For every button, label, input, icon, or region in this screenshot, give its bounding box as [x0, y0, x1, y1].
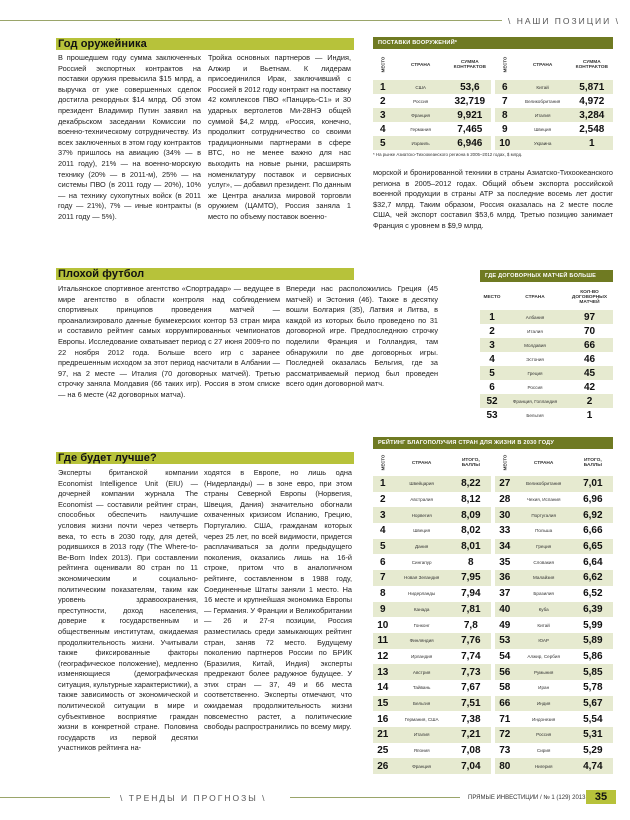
section-label: \ НАШИ ПОЗИЦИИ \	[508, 15, 620, 26]
place-cell: 2	[380, 494, 386, 506]
value-cell: 8,01	[451, 539, 491, 555]
place-cell: 9	[373, 602, 393, 618]
table-row	[480, 310, 613, 324]
place-cell: 1	[373, 476, 393, 492]
place-cell: 7	[502, 95, 508, 107]
table-row	[495, 507, 613, 523]
table-row	[373, 570, 491, 586]
place-cell: 5	[373, 136, 393, 150]
value-cell: 5,67	[573, 696, 613, 712]
value-cell: 6,65	[573, 539, 613, 555]
header-country: СТРАНА	[525, 294, 545, 300]
table-row	[373, 476, 491, 492]
country-cell: Сирия	[536, 748, 551, 754]
table-row	[495, 664, 613, 680]
value-cell: 5,29	[583, 745, 603, 757]
table-row	[373, 507, 491, 523]
place-cell: 28	[499, 494, 511, 506]
table-row	[373, 727, 491, 743]
country-cell: Финляндия	[393, 633, 451, 649]
place-cell: 9	[502, 123, 508, 135]
place-cell: 30	[495, 507, 515, 523]
table-row	[373, 492, 491, 508]
value-cell: 7,74	[461, 650, 481, 662]
header-place: МЕСТО	[483, 294, 501, 300]
country-cell: Дания	[393, 539, 451, 555]
table-row	[495, 136, 613, 150]
value-cell: 7,94	[461, 588, 481, 600]
place-cell: 72	[495, 727, 515, 743]
country-cell: Великобритания	[515, 476, 573, 492]
table-row	[495, 539, 613, 555]
header-sum: СУММА КОНТРАКТОВ	[575, 60, 608, 70]
value-cell: 7,51	[451, 696, 491, 712]
country-cell: ЮАР	[515, 633, 573, 649]
place-cell: 1	[373, 80, 393, 94]
value-cell: 6,39	[573, 602, 613, 618]
header-place: МЕСТО	[502, 454, 508, 471]
place-cell: 49	[499, 619, 511, 631]
value-cell: 6,66	[583, 525, 603, 537]
fixed-matches-table-title: ГДЕ ДОГОВОРНЫХ МАТЧЕЙ БОЛЬШЕ	[480, 270, 613, 282]
value-cell: 6,96	[583, 494, 603, 506]
country-cell: Гонконг	[413, 622, 430, 628]
country-cell: Чехия, Испания	[526, 497, 561, 503]
header-place: МЕСТО	[502, 56, 508, 73]
place-cell: 1	[480, 310, 504, 324]
value-cell: 6,92	[573, 507, 613, 523]
place-cell: 3	[373, 108, 393, 122]
place-cell: 6	[489, 381, 495, 393]
place-cell: 33	[499, 525, 511, 537]
country-cell: Италия	[515, 108, 571, 122]
country-cell: Великобритания	[525, 98, 561, 104]
table-row	[373, 80, 491, 94]
country-cell: Куба	[515, 602, 573, 618]
place-cell: 58	[499, 682, 511, 694]
country-cell: Россия	[527, 384, 543, 390]
place-cell: 71	[499, 713, 511, 725]
value-cell: 7,67	[461, 682, 481, 694]
header-country: СТРАНА	[532, 62, 553, 68]
country-cell: Польша	[535, 528, 553, 534]
place-cell: 40	[495, 602, 515, 618]
table-row	[495, 696, 613, 712]
value-cell: 8	[468, 556, 474, 568]
country-cell: Украина	[515, 136, 571, 150]
country-cell: Бразилия	[533, 591, 554, 597]
place-cell: 4	[489, 353, 495, 365]
value-cell: 7,08	[461, 745, 481, 757]
wellbeing-table-title: РЕЙТИНГ БЛАГОПОЛУЧИЯ СТРАН ДЛЯ ЖИЗНИ В 2030 ГОДУ	[373, 437, 613, 449]
value-cell: 5,85	[573, 664, 613, 680]
page-number: 35	[586, 790, 616, 804]
section2-column-2: Впереди нас расположились Греция (45 матчей) и Эстония (46). Также в десятку вошли Болгария (35), Латвия и Литва, в каждой из которых было проведено по 31 договорной игре. Предпоследнюю строчку поделили Франция и Голландия, там обнаружили по две договорных игры. Последней оказалась Бельгия, где за рассматриваемый период был проведен всего один договорной матч.	[286, 284, 438, 389]
country-cell: Индонезия	[532, 716, 556, 722]
table-row	[495, 554, 613, 570]
section1-column-3: морской и бронированной техники в страны Азиатско-Тихоокеанского региона в 2005–2012 годах. Общий объем экспорта российской военной продукции в страны АТР за последние восемь лет достиг $32,7 млрд. Таким образом, Россия оказалась на 2 месте после США, чей экспорт составил $53,6 млрд. Третью позицию занимает Франция с уровнем в $9,9 млрд.	[373, 168, 613, 230]
country-cell: Италия	[393, 727, 451, 743]
table-row	[495, 680, 613, 696]
place-cell: 36	[495, 570, 515, 586]
place-cell: 56	[495, 664, 515, 680]
value-cell: 7,04	[451, 758, 491, 774]
place-cell: 6	[495, 80, 515, 94]
place-cell: 54	[499, 650, 511, 662]
place-cell: 3	[373, 507, 393, 523]
value-cell: 53,6	[449, 80, 491, 94]
header-country: СТРАНА	[410, 62, 431, 68]
country-cell: Швеция	[413, 528, 431, 534]
table-row	[373, 633, 491, 649]
table-row	[495, 602, 613, 618]
header-count: КОЛ-ВО ДОГОВОРНЫХ МАТЧЕЙ	[571, 289, 608, 305]
table-row	[480, 352, 613, 366]
country-cell: Греция	[504, 366, 566, 380]
table-row	[495, 649, 613, 665]
country-cell: Индия	[515, 696, 573, 712]
place-cell: 26	[373, 758, 393, 774]
table-row	[373, 711, 491, 727]
table-row	[495, 711, 613, 727]
value-cell: 7,8	[463, 619, 478, 631]
table-row	[373, 122, 491, 136]
table-row	[373, 94, 491, 108]
place-cell: 4	[380, 525, 386, 537]
table-row	[373, 586, 491, 602]
header-place: МЕСТО	[380, 454, 386, 471]
place-cell: 7	[373, 570, 393, 586]
table-row	[495, 523, 613, 539]
value-cell: 4,972	[579, 95, 605, 107]
country-cell: Китай	[515, 80, 571, 94]
table-row	[480, 380, 613, 394]
value-cell: 8,22	[451, 476, 491, 492]
table-row	[495, 80, 613, 94]
country-cell: Португалия	[515, 507, 573, 523]
country-cell: Эстония	[526, 356, 544, 362]
table-row	[495, 633, 613, 649]
wellbeing-table-left	[373, 450, 491, 774]
table-row	[495, 727, 613, 743]
table-row	[495, 758, 613, 774]
value-cell: 7,01	[573, 476, 613, 492]
value-cell: 8,09	[451, 507, 491, 523]
section1-column-1: В прошедшем году сумма заключенных Россией экспортных контрактов на поставки оружия превысила $15 млрд, а выручка от уже совершенных сделок достигла рекордных $14 млрд. Об этом президент Владимир Путин заявил на декабрьском заседании Комиссии по военно-техническому сотрудничеству. Из всех заключенных в этом году контрактов 37% пришлось на авиацию (34% — в 2011 году), 21% — на военно-морскую технику (20% — в 2011-м), 25% — на системы ПВО (в 2011 году — 20%), 10% — на технику сухопутных войск (в 2011 году — 21%), 7% — иные контракты (в 2011 году — 5%).	[58, 53, 201, 221]
country-cell: Франция	[393, 758, 451, 774]
country-cell: Япония	[413, 748, 430, 754]
table-row	[373, 696, 491, 712]
value-cell: 8,12	[461, 494, 481, 506]
place-cell: 5	[373, 539, 393, 555]
value-cell: 5,31	[573, 727, 613, 743]
table-row	[373, 664, 491, 680]
country-cell: Австралия	[410, 497, 433, 503]
value-cell: 32,719	[454, 95, 486, 107]
value-cell: 6,946	[449, 136, 491, 150]
header-score: ИТОГО, БАЛЛЫ	[583, 458, 602, 468]
place-cell: 8	[495, 108, 515, 122]
place-cell: 73	[499, 745, 511, 757]
country-cell: Иран	[538, 685, 550, 691]
value-cell: 9,921	[449, 108, 491, 122]
place-cell: 10	[377, 619, 389, 631]
value-cell: 4,74	[573, 758, 613, 774]
value-cell: 5,99	[583, 619, 603, 631]
country-cell: Словакия	[533, 559, 554, 565]
country-cell: Германия	[410, 126, 431, 132]
country-cell: Алжир, Сербия	[527, 653, 560, 659]
place-cell: 8	[380, 588, 386, 600]
arms-table-right	[495, 50, 613, 150]
place-cell: 53	[486, 409, 498, 421]
header-score: ИТОГО, БАЛЛЫ	[461, 458, 480, 468]
table-row	[495, 617, 613, 633]
table-row	[495, 476, 613, 492]
table-row	[480, 366, 613, 380]
table-row	[480, 324, 613, 338]
header-country: СТРАНА	[533, 460, 554, 466]
table-row	[495, 586, 613, 602]
place-cell: 2	[489, 325, 495, 337]
value-cell: 7,38	[461, 713, 481, 725]
arms-table-title: ПОСТАВКИ ВООРУЖЕНИЙ*	[373, 37, 613, 49]
country-cell: Италия	[527, 328, 543, 334]
table-row	[495, 492, 613, 508]
place-cell: 52	[480, 394, 504, 408]
place-cell: 34	[495, 539, 515, 555]
value-cell: 7,21	[451, 727, 491, 743]
value-cell: 7,465	[457, 123, 483, 135]
place-cell: 66	[495, 696, 515, 712]
place-cell: 3	[480, 338, 504, 352]
country-cell: Израиль	[393, 136, 449, 150]
table-row	[373, 136, 491, 150]
table-row	[373, 743, 491, 759]
country-cell: Бельгия	[526, 412, 544, 418]
country-cell: Норвегия	[393, 507, 451, 523]
value-cell: 5,89	[573, 633, 613, 649]
value-cell: 7,76	[451, 633, 491, 649]
value-cell: 7,81	[451, 602, 491, 618]
section1-column-2: Тройка основных партнеров — Индия, Алжир и Вьетнам. К лидерам присоединился Ирак, заключивший с Россией в 2012 году контракт на поставку 42 комплексов ПВО «Панцирь-С1» и 30 ударных вертолетов Ми-28НЭ общей суммой $4,2 млрд. «Россия, конечно, продолжит сотрудничество со своими традиционными партнерами в сфере ВТС, но не менее важно для нас выходить на новые рынки, расширять номенклатуру поставок и сервисных услуг», — добавил президент. По данным же Центра анализа мировой торговли оружием (ЦАМТО), Россия заняла 1 место по объему поставок военно-	[208, 53, 351, 221]
place-cell: 6	[380, 556, 386, 568]
value-cell: 46	[583, 353, 596, 365]
value-cell: 42	[583, 381, 596, 393]
table-row	[373, 539, 491, 555]
value-cell: 5,871	[571, 80, 613, 94]
table-row	[495, 122, 613, 136]
value-cell: 7,73	[451, 664, 491, 680]
value-cell: 7,95	[451, 570, 491, 586]
table-row	[495, 743, 613, 759]
value-cell: 8,02	[461, 525, 481, 537]
country-cell: Нигерия	[515, 758, 573, 774]
value-cell: 3,284	[571, 108, 613, 122]
country-cell: Австрия	[393, 664, 451, 680]
section3-title: Где будет лучше?	[58, 452, 157, 464]
section3-column-1: Эксперты британской компании Economist Intelligence Unit (EIU) — дочерней компании журнала The Economist — составили рейтинг стран, способных обеспечить наилучшие условия жизни почти через четверть века, то есть в 2030 году, для детей, родившихся в 2013 году (The Where-to-Be-Born Index 2013). При составлении рейтинга оценивали 80 стран по 11 экономическим и социально-политическим показателям, таким как уровень здравоохранения, преступности, доход населения, доверие к государственным и общественным институтам, ожидаемая продолжительность жизни. Учитывали также фиксированные факторы (географическое положение), медленно изменяющиеся (демографическая ситуация, культурные характеристики), а также зависимость от экономической и политической ситуации в мире и субъективное восприятие граждан жизни в конкретной стране. Половина государств из первой десятки участников рейтинга на-	[58, 468, 198, 753]
header-country: СТРАНА	[411, 460, 432, 466]
table-row	[373, 649, 491, 665]
arms-table-note: * На рынке Азиатско-Тихоокеанского региона в 2005–2012 годах, $ млрд.	[373, 152, 523, 157]
table-row	[373, 617, 491, 633]
value-cell: 1	[586, 409, 593, 421]
header-place: МЕСТО	[380, 56, 386, 73]
place-cell: 27	[495, 476, 515, 492]
table-row	[480, 408, 613, 422]
country-cell: Китай	[537, 622, 550, 628]
country-cell: США	[393, 80, 449, 94]
wellbeing-table-right	[495, 450, 613, 774]
table-row	[495, 108, 613, 122]
value-cell: 66	[566, 338, 613, 352]
country-cell: Швейцария	[393, 476, 451, 492]
section2-title: Плохой футбол	[58, 268, 145, 280]
country-cell: Франция	[393, 108, 449, 122]
table-row	[495, 570, 613, 586]
place-cell: 13	[373, 664, 393, 680]
country-cell: Франция, Голландия	[504, 394, 566, 408]
place-cell: 14	[377, 682, 389, 694]
place-cell: 12	[377, 650, 389, 662]
place-cell: 2	[380, 95, 386, 107]
section1-title: Год оружейника	[58, 38, 147, 50]
place-cell: 5	[480, 366, 504, 380]
country-cell: Нидерланды	[408, 591, 436, 597]
country-cell: Канада	[393, 602, 451, 618]
footer-section-label: \ ТРЕНДЫ И ПРОГНОЗЫ \	[120, 793, 267, 803]
place-cell: 25	[377, 745, 389, 757]
page-footer	[0, 790, 630, 806]
section3-column-2: ходятся в Европе, но лишь одна (Нидерланды) — в зоне евро, при этом страны Северной Европы (Норвегия, Швеция, Дания) значительно обогнали охваченных кризисом Испанию, Грецию, Португалию. США, гражданам которых через 25 лет, по всей видимости, придется расплачиваться за долги предыдущего поколения, оказались лишь на 16-й строке, притом что в аналогичном рейтинге, составленном в 1988 году, Соединенные Штаты заняли 1 место. На 16 месте и крупнейшая экономика Европы — Германия. У Франции и Великобритании — 26 и 27-я позиции, Россия разместилась среди замыкающих рейтинг стран, заняв 72 место. Будущему поколению партнеров России по БРИК (Бразилия, Китай, Индия) эксперты предрекают более радужное будущее. У этих стран — 37, 49 и 66 места соответственно. Эксперты отмечают, что ожидаемая продолжительность жизни повсеместно растет, а политические свободы распространились по всему миру.	[204, 468, 353, 732]
fixed-matches-table	[480, 284, 613, 422]
place-cell: 11	[373, 633, 393, 649]
value-cell: 70	[583, 325, 596, 337]
arms-table-left	[373, 50, 491, 150]
value-cell: 1	[571, 136, 613, 150]
place-cell: 53	[495, 633, 515, 649]
country-cell: Ирландия	[411, 653, 433, 659]
value-cell: 2	[566, 394, 613, 408]
table-row	[373, 758, 491, 774]
country-cell: Сингапур	[411, 559, 432, 565]
country-cell: Румыния	[515, 664, 573, 680]
page-header	[0, 16, 630, 25]
country-cell: Россия	[515, 727, 573, 743]
country-cell: Новая Зеландия	[393, 570, 451, 586]
value-cell: 6,62	[573, 570, 613, 586]
place-cell: 15	[373, 696, 393, 712]
magazine-issue: ПРЯМЫЕ ИНВЕСТИЦИИ / № 1 (129) 2013	[468, 795, 586, 801]
table-row	[373, 108, 491, 122]
table-row	[373, 602, 491, 618]
value-cell: 6,52	[583, 588, 603, 600]
country-cell: Швеция	[534, 126, 552, 132]
value-cell: 45	[566, 366, 613, 380]
place-cell: 21	[373, 727, 393, 743]
value-cell: 97	[566, 310, 613, 324]
place-cell: 10	[495, 136, 515, 150]
table-row	[373, 680, 491, 696]
table-row	[373, 523, 491, 539]
section2-column-1: Итальянское спортивное агентство «Спортрадар» — ведущее в мире агентство в области контроля над соблюдением спортивных принципов проведения матчей — проанализировало данные букмекерских контор 53 стран мира и составило рейтинг самых коррумпированных чемпионатов Европы. Исследование охватывает период с 27 июня 2009-го по 22 ноября 2012 года. Больше всего игр с заранее предрешенным исходом за этот период насчитали в Албании — 97, на 2 месте — Италия (70 договорных матчей). Третью строчку заняла Молдавия (66 таких игр). Россия в этом списке — на 6 месте (42 договорных матча).	[58, 284, 280, 399]
header-sum: СУММА КОНТРАКТОВ	[453, 60, 486, 70]
country-cell: Бельгия	[393, 696, 451, 712]
value-cell: 5,86	[583, 650, 603, 662]
country-cell: Россия	[413, 98, 429, 104]
place-cell: 37	[499, 588, 511, 600]
country-cell: Тайвань	[412, 685, 431, 691]
value-cell: 2,548	[579, 123, 605, 135]
country-cell: Молдавия	[504, 338, 566, 352]
value-cell: 6,64	[583, 556, 603, 568]
table-row	[495, 94, 613, 108]
country-cell: Греция	[515, 539, 573, 555]
value-cell: 5,78	[583, 682, 603, 694]
table-row	[480, 338, 613, 352]
place-cell: 80	[495, 758, 515, 774]
country-cell: Албания	[504, 310, 566, 324]
table-row	[373, 554, 491, 570]
place-cell: 35	[499, 556, 511, 568]
country-cell: Малайзия	[515, 570, 573, 586]
country-cell: Германия, США	[404, 716, 439, 722]
place-cell: 16	[377, 713, 389, 725]
place-cell: 4	[380, 123, 386, 135]
value-cell: 5,54	[583, 713, 603, 725]
table-row	[480, 394, 613, 408]
